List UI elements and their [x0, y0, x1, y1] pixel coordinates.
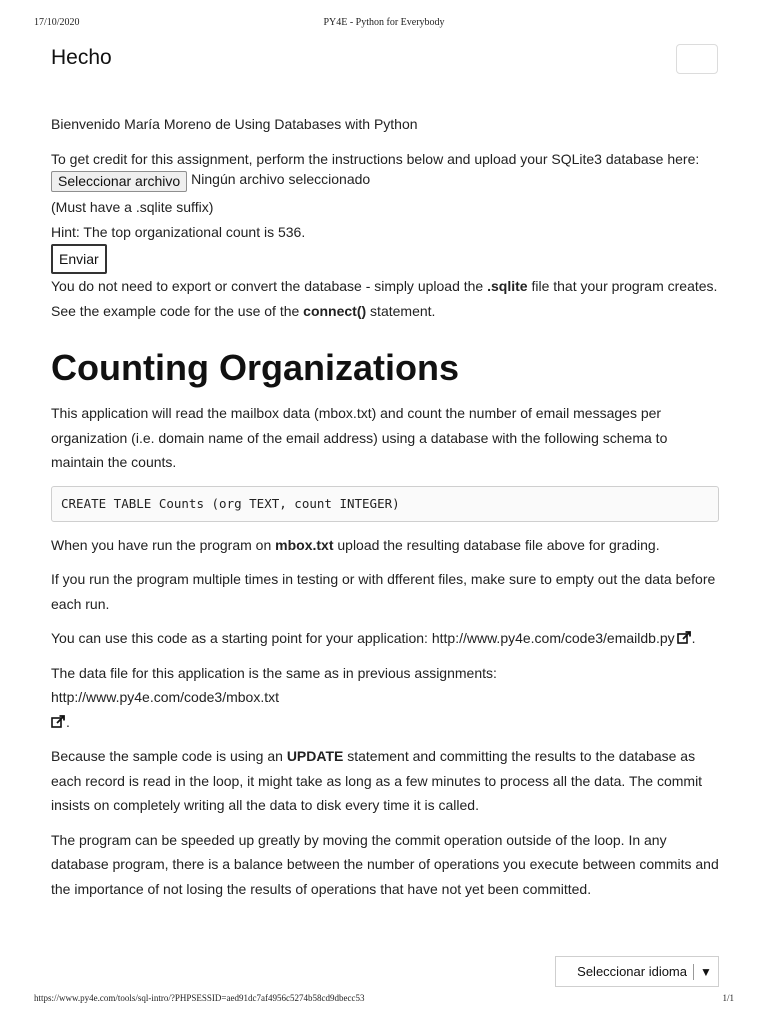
hint-text: Hint: The top organizational count is 536.: [51, 223, 306, 240]
export-note: [51, 274, 719, 299]
update-note-pre: Because the sample code is using an: [51, 748, 287, 764]
language-selector[interactable]: [555, 956, 719, 987]
run-note-post: upload the resulting database file above for grading.: [333, 536, 660, 553]
main-content: [51, 112, 719, 901]
mbox-link[interactable]: http://www.py4e.com/code3/mbox.txt: [51, 689, 279, 705]
submit-button[interactable]: Enviar: [51, 244, 107, 274]
run-note-pre: When you have run the program on: [51, 536, 276, 553]
section-title: Counting Organizations: [51, 347, 459, 388]
file-input: [51, 171, 719, 195]
run-note: [51, 533, 719, 558]
print-page-number: 1/1: [722, 993, 734, 1003]
connect-note: [51, 299, 719, 324]
chevron-down-icon: ▼: [700, 964, 712, 979]
upload-instructions: To get credit for this assignment, perform the instructions below and upload your SQLite3 database here:: [51, 150, 700, 167]
page-title: Hecho: [51, 46, 112, 69]
intro-text: This application will read the mailbox data (mbox.txt) and count the number of email messages per organization (i.e. domain name of the email address) using a database with the following schema to maintain the counts.: [51, 405, 668, 470]
print-title: PY4E - Python for Everybody: [323, 17, 445, 28]
update-note: [51, 744, 719, 818]
multiple-runs-note: If you run the program multiple times in testing or with dfferent files, make sure to empty out the data before each run.: [51, 571, 716, 612]
update-note-bold: UPDATE: [286, 748, 344, 764]
print-url: https://www.py4e.com/tools/sql-intro/?PHPSESSID=aed91dc7af4956c5274b58cd9dbecc53: [34, 993, 365, 1003]
external-link-icon[interactable]: [677, 631, 692, 644]
export-note-post: file that your program creates.: [527, 278, 718, 294]
print-header: [34, 17, 734, 31]
welcome-text: Bienvenido María Moreno de Using Databases with Python: [51, 116, 418, 132]
starting-point-note: You can use this code as a starting point for your application: http://www.py4e.com/code3/emaildb.py .: [51, 630, 696, 646]
schema-code: CREATE TABLE Counts (org TEXT, count INTEGER): [51, 486, 719, 522]
run-note-bold: mbox.txt: [275, 536, 334, 553]
connect-note-bold: connect(): [303, 302, 367, 319]
data-file-text: The data file for this application is the same as in previous assignments:: [51, 664, 497, 681]
choose-file-button[interactable]: Seleccionar archivo: [51, 171, 187, 192]
export-note-bold: .sqlite: [487, 278, 528, 294]
update-note-post: statement and committing the results to the database as each record is read in the loop, it might take as long as a few minutes to process all the data. The commit insists on completely writing all the data to disk every time it is called.: [51, 748, 703, 813]
export-note-pre: You do not need to export or convert the database - simply upload the: [51, 278, 488, 294]
connect-note-post: statement.: [366, 302, 436, 319]
data-file-note: The data file for this application is the same as in previous assignments: http://www.py4e.com/code3/mbox.txt .: [51, 664, 497, 730]
file-status: Ningún archivo seleccionado: [191, 171, 371, 187]
suffix-note: (Must have a .sqlite suffix): [51, 199, 214, 215]
print-footer: [34, 993, 734, 1007]
emaildb-link[interactable]: http://www.py4e.com/code3/emaildb.py: [431, 630, 675, 646]
speedup-note: The program can be speeded up greatly by moving the commit operation outside of the loop. In any database program, there is a balance between the number of operations you execute between commits and the importance of not losing the results of operations that have not yet been committed.: [51, 831, 719, 897]
connect-note-pre: See the example code for the use of the: [51, 302, 304, 319]
starting-point-text: You can use this code as a starting point for your application:: [51, 630, 432, 646]
language-label: Seleccionar idioma: [577, 964, 687, 979]
print-date: 17/10/2020: [34, 17, 80, 28]
external-link-icon[interactable]: [51, 715, 66, 728]
header-button[interactable]: [676, 44, 718, 74]
